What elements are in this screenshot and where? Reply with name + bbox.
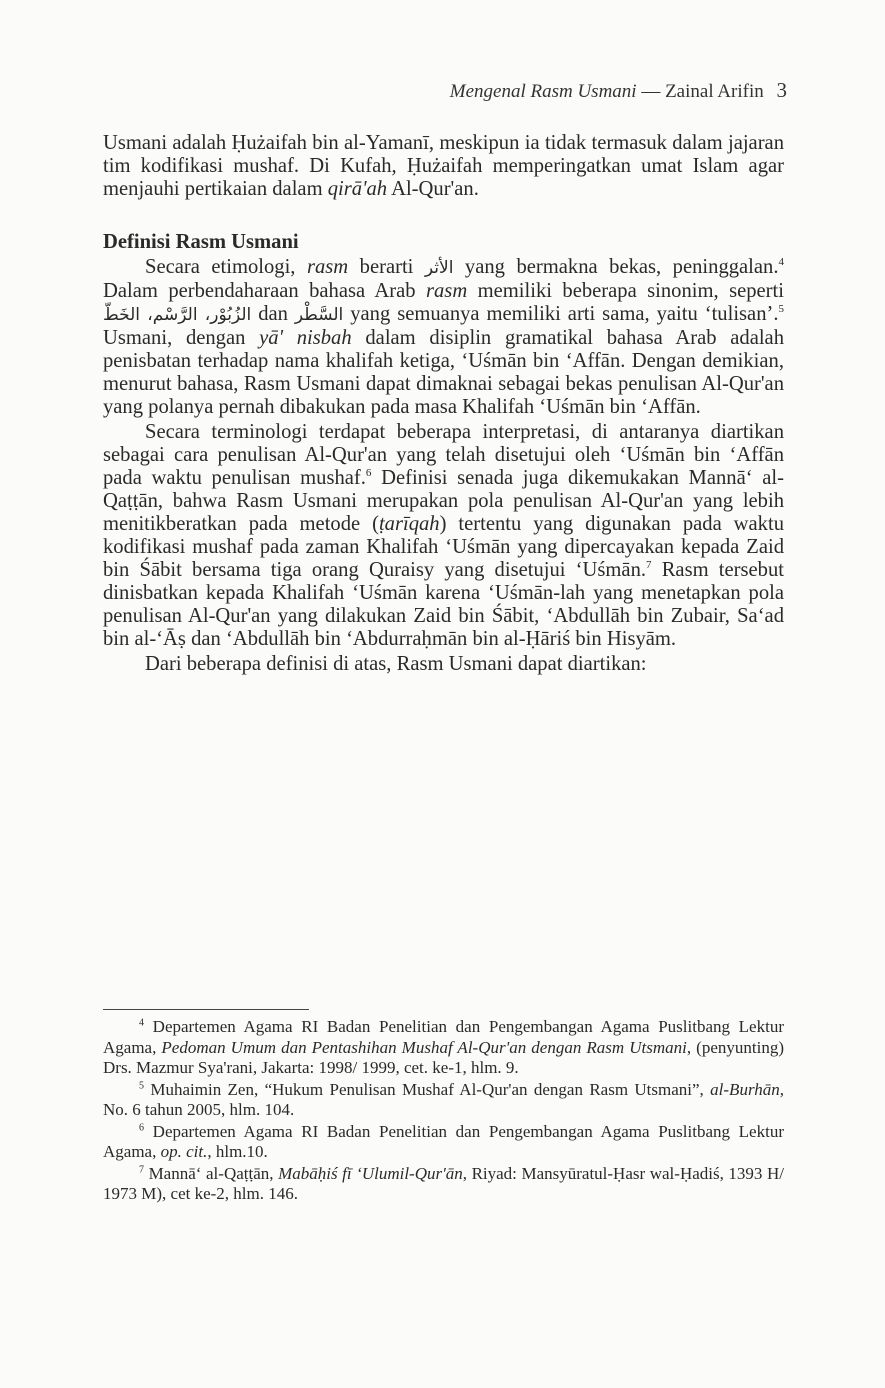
italic-term: rasm [426,280,468,302]
footnote-number: 7 [139,1163,144,1175]
text-run: Departemen Agama RI Badan Penelitian dan Pengembangan Agama Puslitbang Lektur Agama, [103,1017,784,1057]
italic-title: op. cit. [160,1142,208,1161]
italic-title: al-Burhān [710,1079,780,1099]
text-run: Rasm tersebut dinisbatkan kepada Khalifah ‘Uśmān karena ‘Uśmān-lah yang menetapkan pola penulisan Al-Qur'an yang dilakukan Zaid bin Śābit, ‘Abdullāh bin Zubair, Sa‘ad bin al-‘Āṣ dan ‘Abdullāh bin ‘Abdurraḥmān bin al-Ḥāriś bin Hisyām. [103,559,784,650]
text-run: , No. 6 tahun 2005, hlm. 104. [103,1079,784,1119]
text-run: Secara terminologi terdapat beberapa interpretasi, di antaranya diartikan sebagai cara penulisan Al-Qur'an yang telah disetujui oleh ‘Uśmān bin ‘Affān pada waktu penulisan mushaf. [103,421,784,489]
text-run: ) tertentu yang digunakan pada waktu kodifikasi mushaf pada zaman Khalifah ‘Uśmān yang dipercayakan kepada Zaid bin Śābit bersama tiga orang Quraisy yang disetujui ‘Uśmān. [103,513,784,581]
footnote-7 [103,1164,784,1205]
text-run: dan [251,303,295,325]
italic-term: yā' nisbah [259,327,352,349]
text-run: , Riyad: Mansyūratul-Ḥasr wal-Ḥadiś, 1393 H/ 1973 M), cet ke-2, hlm. 146. [103,1163,784,1203]
footnote-number: 4 [139,1017,144,1029]
paragraph-continuation [103,132,784,201]
footnote-number: 6 [139,1121,144,1133]
footnote-number: 5 [139,1079,144,1091]
running-title: Mengenal Rasm Usmani [449,81,637,102]
text-run: dalam disiplin gramatikal bahasa Arab adalah penisbatan terhadap nama khalifah ketiga, ‘Uśmān bin ‘Affān. Dengan demikian, menurut bahasa, Rasm Usmani dapat dimaknai sebagai bekas penulisan Al-Qur'an yang polanya pernah dibakukan pada masa Khalifah ‘Uśmān bin ‘Affān. [103,327,784,418]
text-run: Usmani, dengan [103,327,260,349]
text-run: , (penyunting) Drs. Mazmur Sya'rani, Jakarta: 1998/ 1999, cet. ke-1, hlm. 9. [103,1037,784,1077]
italic-term: rasm [306,256,349,278]
paragraph-conclusion: Dari beberapa definisi di atas, Rasm Usmani dapat diartikan: [145,653,647,675]
text-run: memiliki beberapa sinonim, seperti [467,280,784,302]
text-run: yang bermakna bekas, peninggalan. [453,256,779,278]
header-author: — Zainal Arifin [641,81,764,102]
text-run: berarti [348,256,425,278]
footnote-ref[interactable]: 7 [646,559,652,572]
page-number: 3 [776,78,787,102]
running-header [450,78,787,103]
footnote-4 [103,1017,784,1079]
footnote-ref[interactable]: 5 [778,303,784,316]
text-run: Al-Qur'an. [387,178,479,200]
main-text [103,132,784,676]
footnote-6 [103,1122,784,1163]
text-run: yang semuanya memiliki arti sama, yaitu ‘tulisan’. [343,303,779,325]
text-run: , hlm.10. [207,1142,268,1161]
footnote-5 [103,1080,784,1121]
text-run: Secara etimologi, [145,256,307,278]
italic-term: qirā'ah [327,178,388,200]
footnote-ref[interactable]: 6 [365,467,372,480]
arabic-term: الزُبُوْر، الرَّسْم، الخَطّ [103,305,252,325]
text-run: Dalam perbendaharaan bahasa Arab [103,280,426,302]
footnote-ref[interactable]: 4 [778,256,784,269]
text-run: Definisi senada juga dikemukakan Mannā‘ al-Qaṭṭān, bahwa Rasm Usmani merupakan pola penulisan Al-Qur'an yang lebih menitikberatkan pada metode ( [103,467,784,535]
paragraph-terminologi [103,421,784,651]
italic-title: Pedoman Umum dan Pentashihan Mushaf Al-Qur'an dengan Rasm Utsmani [161,1037,687,1057]
footnotes [103,1017,784,1206]
text-run: Usmani adalah Ḥużaifah bin al-Yamanī, meskipun ia tidak termasuk dalam jajaran tim kodifikasi mushaf. Di Kufah, Ḥużaifah memperingatkan umat Islam agar menjauhi pertikaian dalam [103,132,784,200]
arabic-term: السَّطْر [294,305,344,325]
text-run: Mannā‘ al-Qaṭṭān, [144,1163,279,1183]
text-run: Muhaimin Zen, “Hukum Penulisan Mushaf Al-Qur'an dengan Rasm Utsmani”, [144,1079,711,1099]
footnote-divider [103,1009,309,1010]
paragraph-etimologi [103,256,784,419]
arabic-term: الأثر [424,258,454,278]
section-heading: Definisi Rasm Usmani [103,231,299,253]
italic-title: Mabāḥiś fī ‘Ulumil-Qur'ān [278,1163,463,1183]
text-run: Departemen Agama RI Badan Penelitian dan Pengembangan Agama Puslitbang Lektur Agama, [103,1121,784,1161]
italic-term: ṭarīqah [378,513,440,535]
